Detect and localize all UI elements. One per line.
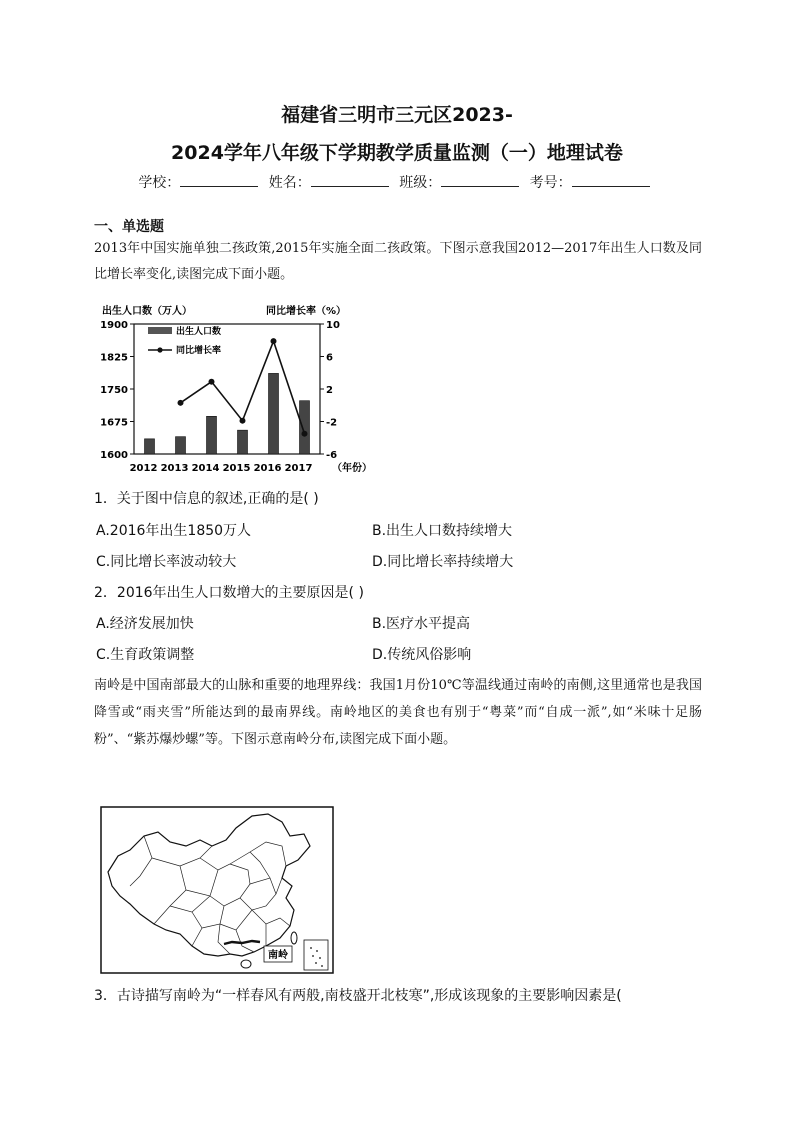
q2-option-a[interactable]: A.经济发展加快 [96, 616, 194, 632]
right-tick-label: -2 [326, 417, 338, 429]
bar-2012 [145, 439, 155, 454]
q1-option-b[interactable]: B.出生人口数持续增大 [372, 523, 513, 539]
passage-2: 南岭是中国南部最大的山脉和重要的地理界线：我国1月份10℃等温线通过南岭的南侧,这里通常也是我国降雪或“雨夹雪”所能达到的最南界线。南岭地区的美食也有别于“粤菜”而“自成一派”,如“米味十足肠粉”、“紫苏爆炒螺”等。下图示意南岭分布,读图完成下面小题。 [94, 678, 702, 747]
exam-number-label: 考号： [529, 175, 572, 191]
bar-2015 [238, 430, 248, 454]
question-2-stem: 2．2016年出生人口数增大的主要原因是( ) [94, 585, 364, 601]
q2-option-c[interactable]: C.生育政策调整 [96, 647, 195, 663]
bar-2016 [269, 373, 279, 454]
left-axis-title: 出生人口数（万人） [102, 306, 192, 317]
right-axis-title: 同比增长率（%） [266, 306, 347, 317]
legend-line-marker [157, 347, 162, 352]
plot-frame [134, 324, 320, 454]
x-tick-label: 2012 [129, 463, 158, 474]
left-tick-label: 1750 [100, 385, 128, 396]
question-3-stem: 3．古诗描写南岭为“一样春风有两般,南枝盛开北枝寒”,形成该现象的主要影响因素是( [94, 988, 622, 1004]
left-tick-label: 1825 [100, 352, 128, 364]
passage-1: 2013年中国实施单独二孩政策,2015年实施全面二孩政策。下图示意我国2012—2017年出生人口数及同比增长率变化,读图完成下面小题。 [94, 241, 702, 282]
x-tick-label: 2014 [191, 463, 220, 474]
left-tick-label: 1675 [100, 417, 128, 429]
legend-bar-label: 出生人口数 [176, 327, 222, 337]
x-axis-title: （年份） [332, 463, 372, 474]
nanling-map [100, 806, 334, 974]
growth-point-2013 [178, 400, 184, 406]
school-field[interactable] [180, 172, 258, 187]
school-label: 学校： [138, 175, 181, 191]
bar-2017 [300, 401, 310, 454]
right-tick-label: 6 [326, 352, 333, 364]
q1-option-d[interactable]: D.同比增长率持续增大 [372, 554, 514, 570]
right-tick-label: 10 [326, 320, 340, 331]
growth-point-2016 [271, 338, 277, 344]
x-tick-label: 2016 [253, 463, 282, 474]
legend-line-label: 同比增长率 [176, 346, 222, 356]
name-field[interactable] [311, 172, 389, 187]
exam-title-line1: 福建省三明市三元区2023- [281, 104, 513, 126]
south-china-sea-inset [304, 940, 328, 970]
section-title: 一、单选题 [94, 219, 164, 235]
class-label: 班级： [399, 175, 442, 191]
student-info-line [0, 172, 794, 192]
birth-chart [96, 300, 376, 480]
exam-title-line2: 2024学年八年级下学期教学质量监测（一）地理试卷 [171, 142, 623, 164]
map-frame [101, 807, 333, 973]
growth-point-2017 [302, 431, 308, 437]
growth-point-2014 [209, 379, 215, 385]
legend [148, 325, 221, 356]
q1-option-c[interactable]: C.同比增长率波动较大 [96, 554, 237, 570]
x-tick-label: 2015 [222, 463, 251, 474]
class-field[interactable] [441, 172, 519, 187]
left-tick-label: 1600 [100, 450, 128, 461]
exam-number-field[interactable] [572, 172, 650, 187]
legend-bar-swatch [148, 327, 172, 334]
bar-2013 [176, 437, 186, 454]
question-1-stem: 1．关于图中信息的叙述,正确的是( ) [94, 491, 319, 507]
left-tick-label: 1900 [100, 320, 128, 331]
growth-point-2015 [240, 418, 246, 424]
q2-option-b[interactable]: B.医疗水平提高 [372, 616, 471, 632]
nanling-label: 南岭 [268, 950, 288, 961]
right-tick-label: -6 [326, 450, 338, 461]
x-tick-label: 2017 [284, 463, 313, 474]
q2-option-d[interactable]: D.传统风俗影响 [372, 647, 472, 663]
q1-option-a[interactable]: A.2016年出生1850万人 [96, 523, 252, 539]
right-tick-label: 2 [326, 385, 333, 396]
bar-2014 [207, 416, 217, 454]
x-tick-label: 2013 [160, 463, 189, 474]
name-label: 姓名： [268, 175, 311, 191]
